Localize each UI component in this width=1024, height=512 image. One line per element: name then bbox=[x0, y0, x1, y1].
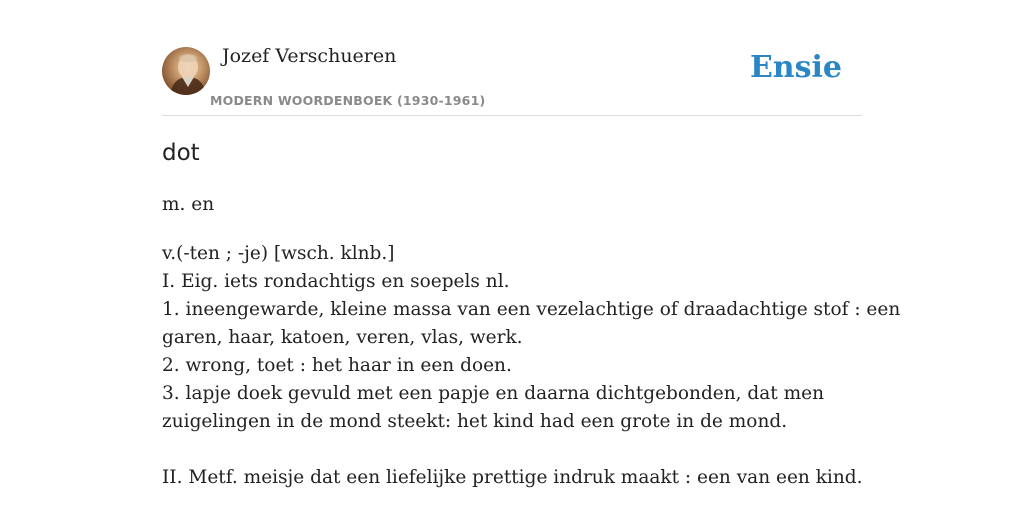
entry-card bbox=[162, 0, 901, 512]
author-name[interactable]: Jozef Verschueren bbox=[222, 45, 397, 67]
page-title: dot bbox=[162, 140, 200, 166]
definition-text bbox=[162, 240, 901, 492]
definition-line: zuigelingen in de mond steekt: het kind had een grote in de mond. bbox=[162, 411, 788, 432]
definition-line: garen, haar, katoen, veren, vlas, werk. bbox=[162, 327, 523, 348]
definition-line: v.(-ten ; -je) [wsch. klnb.] bbox=[162, 243, 395, 264]
definition-line: I. Eig. iets rondachtigs en soepels nl. bbox=[162, 271, 510, 292]
definition-line: 1. ineengewarde, kleine massa van een vezelachtige of draadachtige stof : een bbox=[162, 299, 901, 320]
entry-header bbox=[162, 0, 862, 116]
definition-line: II. Metf. meisje dat een liefelijke prettige indruk maakt : een van een kind. bbox=[162, 467, 863, 488]
brand-logo[interactable]: Ensie bbox=[749, 50, 842, 85]
definition-line: 2. wrong, toet : het haar in een doen. bbox=[162, 355, 512, 376]
definition-line: 3. lapje doek gevuld met een papje en daarna dichtgebonden, dat men bbox=[162, 383, 825, 404]
author-avatar[interactable] bbox=[162, 47, 210, 95]
author-portrait-icon bbox=[162, 47, 210, 95]
dictionary-source[interactable]: MODERN WOORDENBOEK (1930-1961) bbox=[210, 93, 486, 108]
grammatical-gender: m. en bbox=[162, 194, 215, 215]
paragraph-gap bbox=[162, 436, 862, 464]
